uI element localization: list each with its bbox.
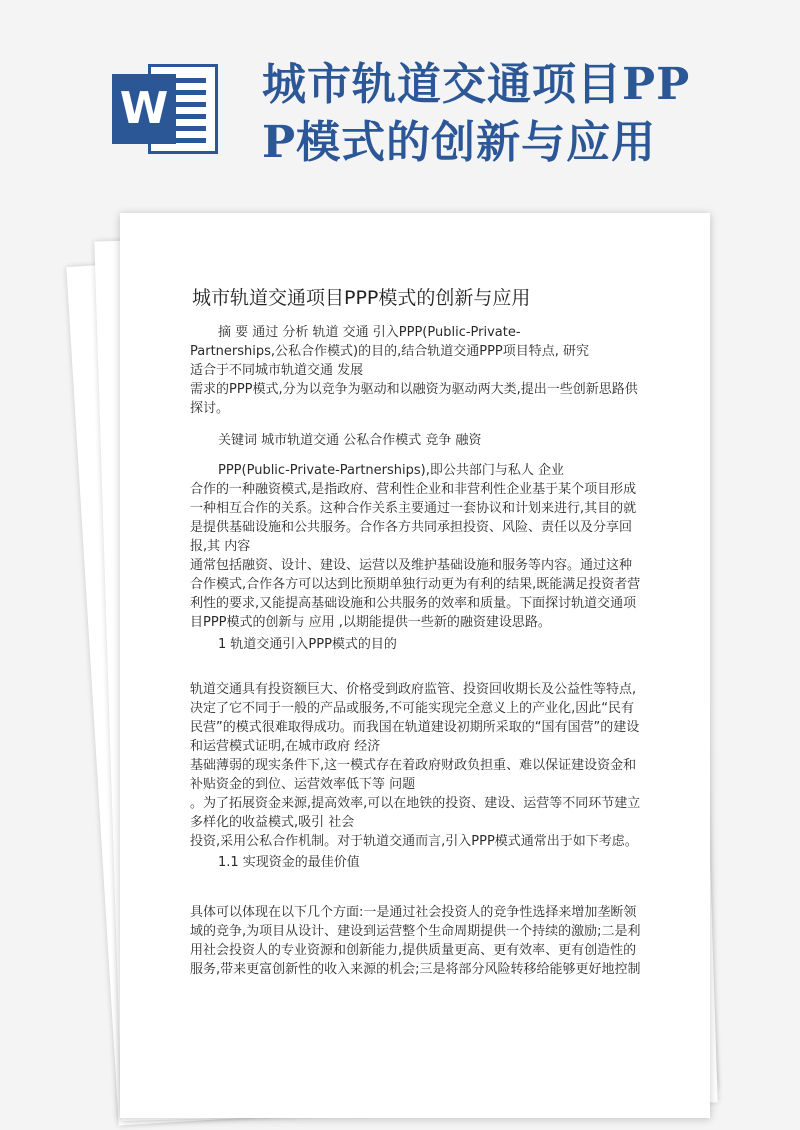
abstract-line: Partnerships,公私合作模式)的目的,结合轨道交通PPP项目特点, 研究 <box>190 344 590 359</box>
title-line-1: 城市轨道交通项目PP <box>262 59 691 110</box>
section-1-1-heading: 1.1 实现资金的最佳价值 <box>218 855 360 870</box>
section-1-1-line: 域的竞争,为项目从设计、建设到运营整个生命周期提供一个持续的激励;二是利 <box>190 924 641 939</box>
section-1-1-line: 服务,带来更富创新性的收入来源的机会;三是将部分风险转移给能够更好地控制 <box>190 962 641 977</box>
intro-line: 报,其 内容 <box>190 539 251 554</box>
section-1-1-line: 具体可以体现在以下几个方面:一是通过社会投资人的竞争性选择来增加垄断领 <box>190 905 637 920</box>
abstract-line: 探讨。 <box>190 401 230 416</box>
section-1-line: 多样化的收益模式,吸引 社会 <box>190 815 355 830</box>
word-document-icon <box>112 64 220 154</box>
section-1-line: 投资,采用公私合作机制。对于轨道交通而言,引入PPP模式通常出于如下考虑。 <box>190 834 638 849</box>
abstract-line: 摘 要 通过 分析 轨道 交通 引入PPP(Public-Private- <box>218 325 521 340</box>
section-1-line: 。为了拓展资金来源,提高效率,可以在地铁的投资、建设、运营等不同环节建立 <box>190 796 641 811</box>
intro-line: 目PPP模式的创新与 应用 ,以期能提供一些新的融资建设思路。 <box>190 615 551 630</box>
document-page <box>120 213 710 1118</box>
intro-line: 利性的要求,又能提高基础设施和公共服务的效率和质量。下面探讨轨道交通项 <box>190 596 637 611</box>
section-1-line: 和运营模式证明,在城市政府 经济 <box>190 739 381 754</box>
intro-line: 合作的一种融资模式,是指政府、营利性企业和非营利性企业基于某个项目形成 <box>190 482 637 497</box>
intro-line: PPP(Public-Private-Partnerships),即公共部门与私人 企业 <box>218 463 564 478</box>
intro-line: 通常包括融资、设计、建设、运营以及维护基础设施和服务等内容。通过这种 <box>190 558 633 573</box>
page-title <box>262 56 782 172</box>
abstract-line: 适合于不同城市轨道交通 发展 <box>190 363 364 378</box>
keywords <box>190 431 670 450</box>
section-1-line: 决定了它不同于一般的产品或服务,不可能实现完全意义上的产业化,因此“民有 <box>190 701 634 716</box>
section-1-heading: 1 轨道交通引入PPP模式的目的 <box>218 637 397 652</box>
intro-paragraph <box>190 461 670 632</box>
intro-line: 是提供基础设施和公共服务。合作各方共同承担投资、风险、责任以及分享回 <box>190 520 633 535</box>
document-title: 城市轨道交通项目PPP模式的创新与应用 <box>192 287 531 309</box>
section-1-line: 基础薄弱的现实条件下,这一模式存在着政府财政负担重、难以保证建设资金和 <box>190 758 637 773</box>
section-1-line: 轨道交通具有投资额巨大、价格受到政府监管、投资回收期长及公益性等特点, <box>190 682 637 697</box>
section-1-1-body <box>190 903 670 979</box>
section-1-1-line: 用社会投资人的专业资源和创新能力,提供质量更高、更有效率、更有创造性的 <box>190 943 637 958</box>
abstract-line: 需求的PPP模式,分为以竞争为驱动和以融资为驱动两大类,提出一些创新思路供 <box>190 382 638 397</box>
header-banner <box>0 0 800 200</box>
word-icon-letter: W <box>112 74 176 144</box>
section-1-body <box>190 680 670 851</box>
section-1-line: 补贴资金的到位、运营效率低下等 问题 <box>190 777 416 792</box>
title-line-2: P模式的创新与应用 <box>262 117 657 168</box>
intro-line: 一种相互合作的关系。这种合作关系主要通过一套协议和计划来进行,其目的就 <box>190 501 637 516</box>
section-1-line: 民营”的模式很难取得成功。而我国在轨道建设初期所采取的“国有国营”的建设 <box>190 720 640 735</box>
intro-line: 合作模式,合作各方可以达到比预期单独行动更为有利的结果,既能满足投资者营 <box>190 577 641 592</box>
abstract <box>190 323 670 418</box>
keywords-line: 关键词 城市轨道交通 公私合作模式 竞争 融资 <box>218 433 482 448</box>
